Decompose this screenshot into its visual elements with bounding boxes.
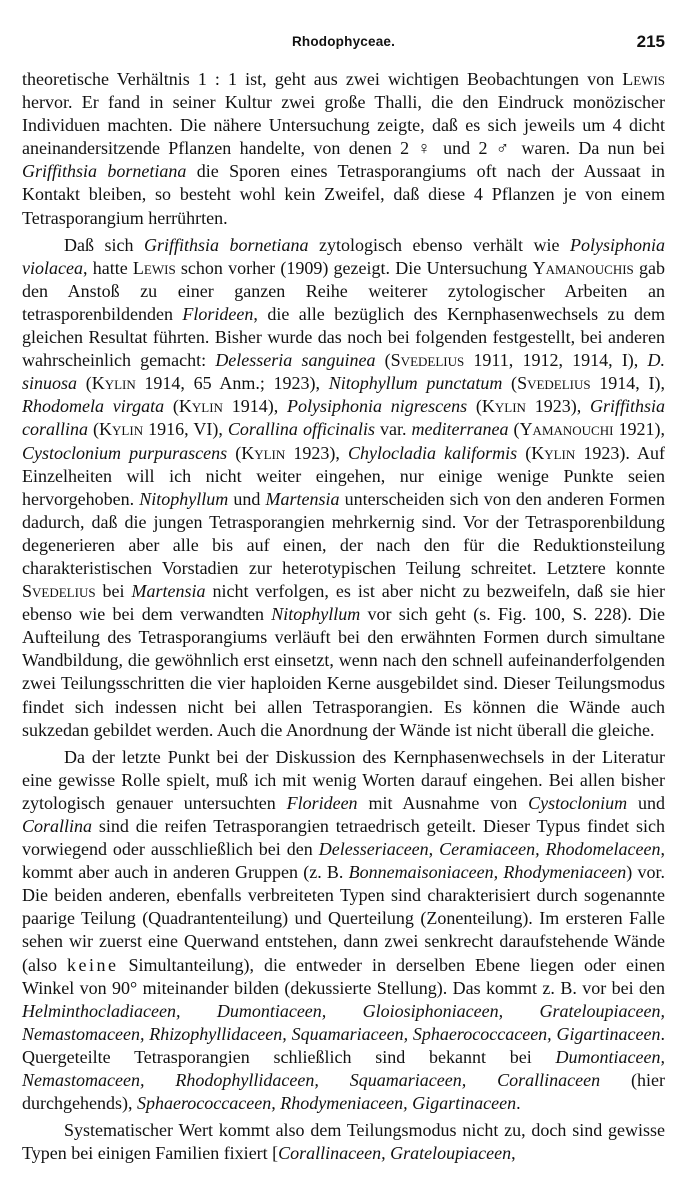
text-run: ( (508, 419, 520, 440)
italic-term: Martensia (131, 581, 206, 602)
author-name: Kylin (91, 373, 136, 394)
italic-term: Sphaerococcaceen, Rhodymeniaceen, Gigartinaceen (136, 1093, 517, 1114)
author-name: Yamanouchi (519, 419, 614, 440)
paragraph (22, 68, 665, 230)
text-run: . (516, 1093, 521, 1114)
text-run: vor sich geht (s. Fig. 100, S. 228). Die Aufteilung des Tetrasporangiums verläuft bei den erwähnten Formen durch simultane Wandbildung, die gewöhnlich erst einsetzt, wenn nach den schnell aufeinanderfolgenden zwei Teilungsschritten die vier haploiden Kerne ausgebildet sind. Dieser Teilungsmodus findet sich indessen nicht bei allen Tetrasporangien. Es können die Wände auch sukzedan gebildet werden. Auch die Anordnung der Wände ist nicht überall die gleiche. (22, 604, 665, 740)
text-run: und (228, 488, 266, 509)
page-number: 215 (636, 32, 665, 51)
italic-term: Martensia (265, 488, 340, 509)
italic-term: Nitophyllum (139, 488, 229, 509)
italic-term: Dumontiaceen, Nemastomaceen, Rhodophyllidaceen, Squamariaceen, Corallinaceen (22, 1046, 665, 1091)
italic-term: Florideen (182, 303, 254, 324)
text-run: Daß sich (64, 234, 144, 255)
italic-term: Griffithsia bornetiana (144, 234, 309, 255)
text-run: unterscheiden sich von den anderen Formen dadurch, daß die jungen Tetrasporangien mehrkernig sind. Vor der Tetrasporenbildung degenerieren aber alle bis auf einen, der nach den für die Reduktionsteilung charakteristischen Vorstadien zur heterotypischen Teilung schreitet. Letztere konnte (22, 488, 666, 578)
text-run: 1923), (525, 396, 590, 417)
text-run: mit Ausnahme von (357, 792, 529, 813)
author-name: Lewis (622, 69, 665, 89)
author-name: Lewis (132, 257, 176, 278)
text-run: 1914, 65 Anm.; 1923), (135, 373, 329, 394)
paragraph (22, 746, 665, 1116)
text-run: und (627, 792, 665, 813)
author-name: Kylin (531, 442, 576, 463)
text-run: Systematischer Wert kommt also dem Teilungsmodus nicht zu, doch sind gewisse Typen bei einigen Familien fixiert [ (22, 1120, 665, 1164)
italic-term: Nitophyllum punctatum (328, 373, 503, 394)
text-run: ( (517, 442, 532, 463)
text-run: ( (227, 442, 242, 463)
italic-term: Corallinaceen, Grateloupiaceen (278, 1143, 512, 1164)
text-run: var. (374, 419, 412, 440)
text-run: 1923), (285, 442, 348, 463)
italic-term: Polysiphonia violacea (22, 234, 666, 278)
italic-term: Delesseriaceen, Ceramiaceen, Rhodomelaceen (318, 839, 661, 860)
text-run: 1921), (613, 419, 665, 440)
running-header (22, 34, 665, 56)
text-run: zytologisch ebenso verhält wie (308, 234, 571, 255)
text-run: ( (88, 419, 100, 440)
italic-term: Polysiphonia nigrescens (287, 396, 468, 417)
italic-term: Cystoclonium (528, 792, 628, 813)
emphasis-spaced: keine (67, 954, 119, 975)
text-run: 1911, 1912, 1914, I), (464, 350, 648, 371)
text-run: ( (164, 396, 179, 417)
author-name: Kylin (481, 396, 526, 417)
author-name: Svedelius (22, 581, 96, 602)
author-name: Kylin (241, 442, 286, 463)
italic-term: D. sinuosa (22, 350, 665, 394)
text-run: hervor. Er fand in seiner Kultur zwei große Thalli, die den Eindruck monözischer Individuen machten. Die nähere Untersuchung zeigte, daß es sich jeweils um 4 dicht aneinandersitzende Pflanzen handelte, von denen 2 ♀ und 2 ♂ waren. Da nun bei (22, 92, 665, 159)
text-run: ) vor. Die beiden anderen, ebenfalls verbreiteten Typen sind charakterisiert durch sogenannte paarige Teilung (Quadrantenteilung) und Querteilung (Zonenteilung). Im ersteren Falle sehen wir zuerst eine Querwand entstehen, dann zwei senkrecht daraufstehende Wände (also (22, 862, 665, 975)
text-run: sind die reifen Tetrasporangien tetraedrisch geteilt. Dieser Typus findet sich vorwiegend oder ausschließlich bei den (22, 816, 665, 860)
text-run: , hatte (82, 257, 133, 278)
text-run: 1914), (222, 396, 287, 417)
italic-term: Bonnemaisoniaceen, Rhodymeniaceen (348, 862, 627, 883)
running-title: Rhodophyceae. (291, 34, 396, 49)
author-name: Kylin (99, 419, 144, 440)
text-run: gab den Anstoß zu einer ganzen Reihe weiterer zytologischer Arbeiten an tetrasporenbildenden (22, 257, 665, 324)
text-run: Da der letzte Punkt bei der Diskussion des Kernphasenwechsels in der Literatur eine gewisse Rolle spielt, muß ich mit wenig Worten darauf eingehen. Bei allen bisher zytologisch genauer untersuchten (22, 746, 665, 813)
text-run: schon vorher (1909) gezeigt. Die Untersuchung (175, 257, 533, 278)
italic-term: Helminthocladiaceen, Dumontiaceen, Gloiosiphoniaceen, Grateloupiaceen, Nemastomaceen, Rhizophyllidaceen, Squamariaceen, Sphaerococcaceen, Gigartinaceen (22, 1000, 665, 1044)
italic-term: Corallina officinalis (227, 419, 375, 440)
italic-term: Delesseria sanguinea (215, 350, 376, 371)
text-run: (hier durchgehends), (22, 1070, 665, 1114)
italic-term: Florideen (286, 792, 358, 813)
text-run: ( (375, 350, 391, 371)
text-run: 1923). Auf Einzelheiten will ich nicht weiter eingehen, nur einige wenige Punkte seien hervorgehoben. (22, 442, 665, 509)
paragraph (22, 1119, 665, 1165)
text-run: bei (95, 581, 132, 602)
author-name: Svedelius (517, 373, 591, 394)
italic-term: Rhodomela virgata (22, 396, 165, 417)
text-run: , kommt aber auch in anderen Gruppen (z. B. (22, 839, 666, 883)
italic-term: Corallina (22, 816, 93, 836)
text-run: ( (77, 373, 92, 394)
italic-term: Chylocladia kaliformis (348, 442, 518, 463)
italic-term: Griffithsia corallina (22, 396, 665, 440)
italic-term: Cystoclonium purpurascens (22, 442, 228, 463)
italic-term: mediterranea (411, 419, 509, 440)
text-run: nicht verfolgen, es ist aber nicht zu bezweifeln, daß sie hier ebenso wie bei dem verwandten (22, 581, 665, 625)
text-run: die Sporen eines Tetrasporangiums oft nach der Aussaat in Kontakt bleiben, so besteht wohl kein Zweifel, daß diese 4 Pflanzen je von einem Tetrasporangium herrührten. (22, 161, 665, 228)
text-run: ( (502, 373, 518, 394)
author-name: Kylin (178, 396, 223, 417)
paragraph (22, 234, 665, 742)
text-run: Simultanteilung), die entweder in derselben Ebene liegen oder einen Winkel von 90° miteinander bilden (dekussierte Stellung). Das kommt z. B. vor bei den (22, 954, 665, 998)
text-run: . Quergeteilte Tetrasporangien schließlich sind bekannt bei (22, 1023, 665, 1067)
italic-term: Nitophyllum (271, 604, 361, 625)
text-run: 1916, VI), (143, 419, 228, 440)
text-run: , die alle bezüglich des Kernphasenwechsels zu dem gleichen Resultat führten. Bisher wurde das noch bei folgenden festgestellt, bei anderen wahrscheinlich gemacht: (22, 303, 665, 371)
author-name: Yamanouchis (532, 257, 634, 278)
italic-term: Griffithsia bornetiana (22, 161, 187, 182)
text-run: ( (467, 396, 482, 417)
text-run: , (511, 1143, 516, 1164)
text-run: 1914, I), (590, 373, 665, 394)
author-name: Svedelius (390, 350, 465, 371)
body-text (22, 68, 665, 1165)
text-run: theoretische Verhältnis 1 : 1 ist, geht aus zwei wichtigen Beobachtungen von (22, 69, 623, 89)
